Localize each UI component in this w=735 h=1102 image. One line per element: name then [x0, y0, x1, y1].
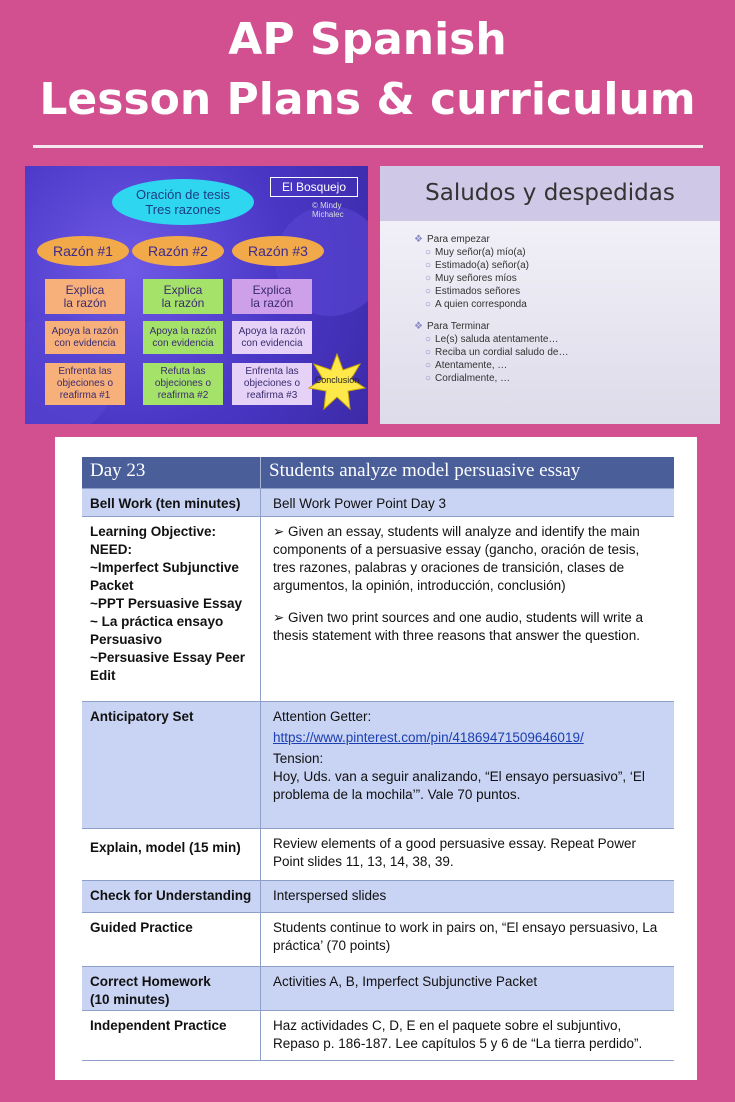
list-item-text: Reciba un cordial saludo de…	[435, 347, 569, 358]
objective-text: ➢ Given two print sources and one audio, students will write a thesis statement with three reasons that answer the question.	[273, 610, 643, 643]
list-item	[425, 347, 568, 358]
list-item	[425, 247, 526, 258]
table-header-row	[82, 457, 674, 489]
objeciones-box-3: Enfrenta las objeciones o reafirma #3	[232, 363, 312, 405]
section-heading	[414, 321, 490, 332]
table-row	[82, 967, 674, 1011]
circle-bullet-icon: ○	[425, 273, 432, 284]
circle-bullet-icon: ○	[425, 260, 432, 271]
razon-1-oval: Razón #1	[37, 236, 129, 266]
outline-slide-image	[25, 166, 368, 424]
list-item-text: A quien corresponda	[435, 299, 527, 310]
row-value: Bell Work Power Point Day 3	[273, 496, 447, 511]
page-title-line2: Lesson Plans & curriculum	[39, 74, 696, 125]
objective-line: Learning Objective:	[90, 524, 217, 539]
explica-box-1: Explica la razón	[45, 279, 125, 314]
conclusion-star	[307, 352, 367, 412]
list-item	[425, 360, 507, 371]
list-item-text: Estimado(a) señor(a)	[435, 260, 529, 271]
evidencia-box-2: Apoya la razón con evidencia	[143, 321, 223, 354]
objeciones-box-1: Enfrenta las objeciones o reafirma #1	[45, 363, 125, 405]
bosquejo-label: El Bosquejo	[270, 177, 358, 197]
circle-bullet-icon: ○	[425, 286, 432, 297]
section-heading	[414, 234, 490, 245]
list-item-text: Le(s) saluda atentamente…	[435, 334, 559, 345]
thesis-oval	[112, 179, 254, 225]
row-label: Check for Understanding	[82, 881, 261, 912]
day-label: Day 23	[82, 457, 261, 488]
tension-label: Tension:	[273, 751, 324, 766]
row-label: Explain, model (15 min)	[82, 829, 261, 880]
objective-line: ~PPT Persuasive Essay	[90, 596, 242, 611]
table-row	[82, 702, 674, 829]
author-credit	[312, 201, 344, 219]
razon-3-oval: Razón #3	[232, 236, 324, 266]
table-row	[82, 913, 674, 967]
row-value	[261, 517, 674, 701]
thesis-line: Oración de tesis	[136, 187, 230, 202]
row-value: Review elements of a good persuasive essay. Repeat Power Point slides 11, 13, 14, 38, 39.	[273, 836, 636, 869]
explica-box-3: Explica la razón	[232, 279, 312, 314]
circle-bullet-icon: ○	[425, 334, 432, 345]
page-title-line1: AP Spanish	[228, 14, 507, 65]
table-row	[82, 829, 674, 881]
circle-bullet-icon: ○	[425, 360, 432, 371]
row-label: Correct Homework (10 minutes)	[82, 967, 261, 1010]
table-row	[82, 1011, 674, 1061]
list-item	[425, 286, 520, 297]
objeciones-box-2: Refuta las objeciones o reafirma #2	[143, 363, 223, 405]
razon-2-oval: Razón #2	[132, 236, 224, 266]
slide-title: Saludos y despedidas	[425, 180, 675, 206]
row-label: Independent Practice	[82, 1011, 261, 1060]
list-item-text: Muy señor(a) mío(a)	[435, 247, 526, 258]
circle-bullet-icon: ○	[425, 373, 432, 384]
section-label: Para Terminar	[426, 321, 490, 332]
row-value: Activities A, B, Imperfect Subjunctive Packet	[273, 974, 538, 989]
row-label: Anticipatory Set	[82, 702, 261, 828]
table-row	[82, 881, 674, 913]
thesis-line: Tres razones	[145, 202, 221, 217]
objective-line: ~Imperfect Subjunctive Packet	[90, 560, 239, 593]
author-line: © Mindy	[312, 201, 342, 210]
row-value: Haz actividades C, D, E en el paquete sobre el subjuntivo, Repaso p. 186-187. Lee capítulos 5 y 6 de “La tierra perdido”.	[273, 1018, 643, 1051]
row-value: Interspersed slides	[273, 888, 387, 903]
list-item	[425, 260, 529, 271]
conclusion-label: Conclusión	[314, 375, 360, 385]
title-divider	[33, 145, 703, 148]
explica-box-2: Explica la razón	[143, 279, 223, 314]
row-value	[261, 702, 674, 828]
table-row	[82, 517, 674, 702]
circle-bullet-icon: ○	[425, 247, 432, 258]
list-item	[425, 273, 517, 284]
day-title: Students analyze model persuasive essay	[269, 460, 581, 481]
row-label: Bell Work (ten minutes)	[82, 489, 261, 516]
row-label: Guided Practice	[82, 913, 261, 966]
list-item	[425, 373, 510, 384]
section-label: Para empezar	[426, 234, 490, 245]
spacer	[273, 595, 662, 609]
diamond-bullet-icon: ❖	[414, 321, 423, 332]
tension-text: Hoy, Uds. van a seguir analizando, “El ensayo persuasivo”, ‘El problema de la mochila’”. Vale 70 puntos.	[273, 769, 645, 802]
list-item	[425, 299, 527, 310]
objective-line: NEED:	[90, 542, 133, 557]
table-row	[82, 489, 674, 517]
list-item-text: Cordialmente, …	[435, 373, 511, 384]
list-item-text: Estimados señores	[435, 286, 521, 297]
circle-bullet-icon: ○	[425, 299, 432, 310]
diamond-bullet-icon: ❖	[414, 234, 423, 245]
objective-text: ➢ Given an essay, students will analyze and identify the main components of a persuasive essay (gancho, oración de tesis, tres razones, palabras y oraciones de transición, clases de argumentos, la opinión, introducción, conclusión)	[273, 524, 640, 593]
pinterest-link[interactable]: https://www.pinterest.com/pin/41869471509646019/	[273, 730, 584, 745]
list-item-text: Muy señores míos	[435, 273, 517, 284]
author-line: Michalec	[312, 210, 344, 219]
row-value: Students continue to work in pairs on, “El ensayo persuasivo, La práctica’ (70 points)	[273, 920, 658, 953]
attention-label: Attention Getter:	[273, 709, 372, 724]
row-label	[82, 517, 261, 701]
circle-bullet-icon: ○	[425, 347, 432, 358]
objective-line: ~Persuasive Essay Peer Edit	[90, 650, 245, 683]
saludos-slide-image	[380, 166, 720, 424]
evidencia-box-3: Apoya la razón con evidencia	[232, 321, 312, 354]
objective-line: ~ La práctica ensayo Persuasivo	[90, 614, 224, 647]
evidencia-box-1: Apoya la razón con evidencia	[45, 321, 125, 354]
list-item-text: Atentamente, …	[435, 360, 508, 371]
list-item	[425, 334, 558, 345]
